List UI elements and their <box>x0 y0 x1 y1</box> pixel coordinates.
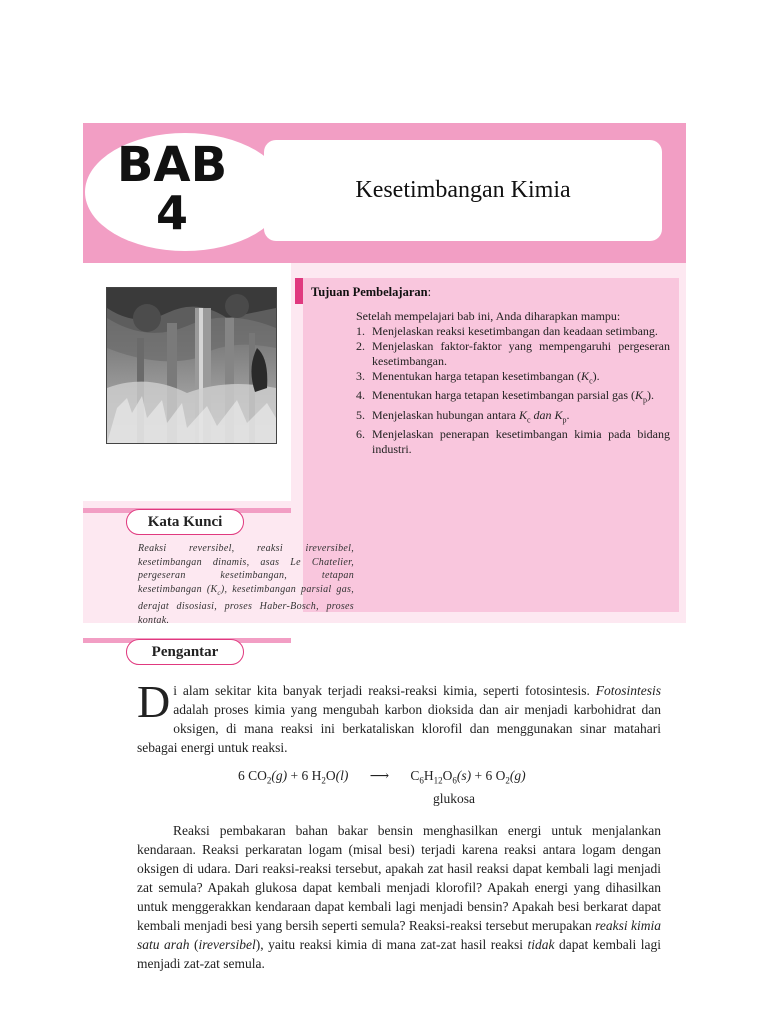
chapter-number: 4 <box>155 186 188 240</box>
forest-photo-icon <box>106 287 277 444</box>
chapter-title-box <box>264 140 662 241</box>
objectives-marker <box>295 278 303 304</box>
drop-cap: D <box>137 676 171 727</box>
intro-paragraph-1: Di alam sekitar kita banyak terjadi reaksi-reaksi kimia, seperti fotosintesis. Fotosintesis adalah proses kimia yang mengubah karbon dioksida dan air menjadi karbohidrat dan oksigen, di mana reaksi ini berkataliskan klorofil dan menggunakan sinar matahari sebagai energi untuk reaksi. <box>137 676 661 755</box>
objectives-list <box>356 324 670 457</box>
keywords-text: Reaksi reversibel, reaksi ireversibel, kesetimbangan dinamis, asas Le Chatelier, pergeseran kesetimbangan, tetapan kesetimbangan $(K_c)$, kesetimbangan parsial gas, derajat disosiasi, proses Haber-Bosch, proses kontak. <box>138 543 354 626</box>
intro-heading: Pengantar <box>126 639 244 665</box>
photosynthesis-equation: 6 $CO_2(g) + 6$ $H_2O(l)$ ⟶ $C_6H_{12}O_6(s) + 6$ $O_2(g)$ <box>238 768 526 786</box>
chapter-title: Kesetimbangan Kimia <box>355 177 571 203</box>
list-item: 4. Menentukan harga tetapan kesetimbangan parsial gas $(K_p)$. <box>356 388 655 405</box>
list-item: 1. Menjelaskan reaksi kesetimbangan dan keadaan setimbang. <box>356 324 658 338</box>
chapter-label: BAB <box>116 137 228 193</box>
list-item: 5. Menjelaskan hubungan antara $K_c$ dan $K_p$. <box>356 407 570 425</box>
equation-label-glukosa: glukosa <box>433 791 475 806</box>
list-item: 6. Menjelaskan penerapan kesetimbangan kimia pada bidang industri. <box>356 427 670 457</box>
list-item: 2. Menjelaskan faktor-faktor yang mempengaruhi pergeseran kesetimbangan. <box>356 339 670 368</box>
intro-paragraph-2: Reaksi pembakaran bahan bakar bensin menghasilkan energi untuk menjalankan kendaraan. Reaksi perkaratan logam (misal besi) terjadi karena reaksi antara logam dengan oksigen di udara. Dari reaksi-reaksi tersebut, apakah zat hasil reaksi dapat kembali lagi menjadi zat semula? Apakah glukosa dapat kembali menjadi klorofil? Apakah energi yang dihasilkan untuk menggerakkan kendaraan dapat kembali lagi menjadi bensin? Apakah besi berkarat dapat kembali menjadi besi yang bersih seperti semula? Reaksi-reaksi tersebut merupakan reaksi kimia satu arah (ireversibel), yaitu reaksi kimia di mana zat-zat hasil reaksi tidak dapat kembali lagi menjadi zat-zat semula. <box>137 823 662 971</box>
reaction-arrow-icon: ⟶ <box>369 768 390 783</box>
list-item: 3. Menentukan harga tetapan kesetimbangan $(K_c)$. <box>356 369 600 386</box>
keywords-heading: Kata Kunci <box>126 509 244 535</box>
objectives-intro: Setelah mempelajari bab ini, Anda diharapkan mampu: <box>356 309 621 323</box>
objectives-heading: Tujuan Pembelajaran: <box>311 285 432 299</box>
